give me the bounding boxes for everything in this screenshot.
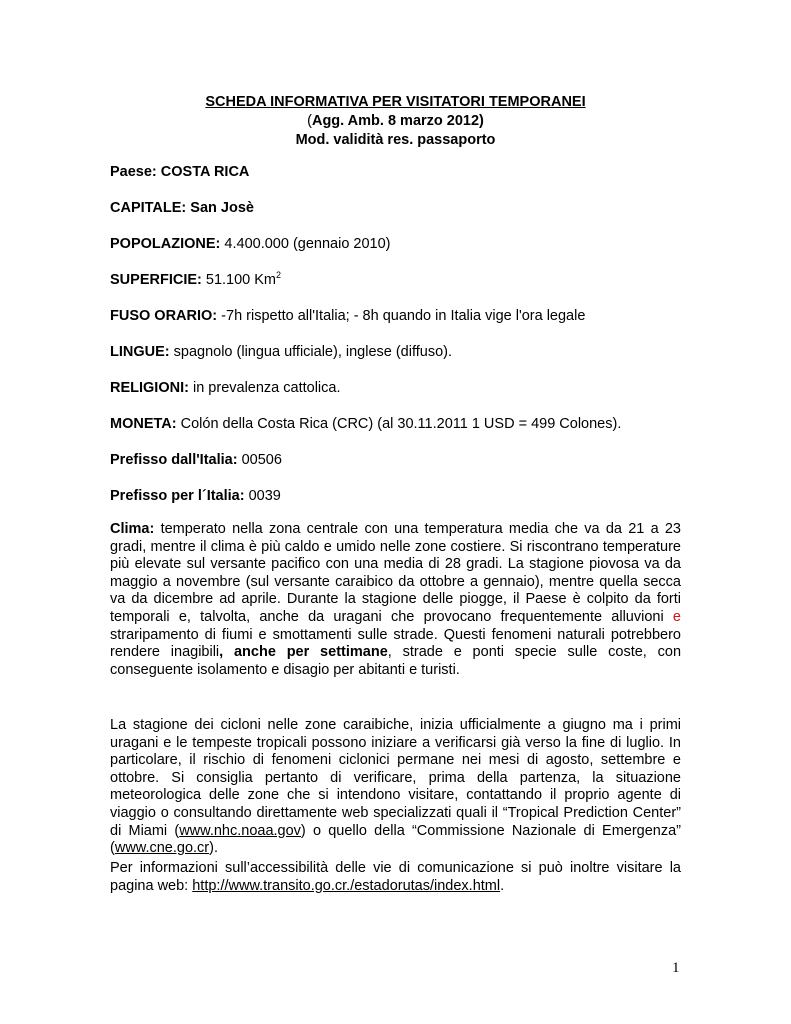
field-superficie-label: SUPERFICIE: [110, 272, 202, 288]
document-title: SCHEDA INFORMATIVA PER VISITATORI TEMPORANEI [205, 94, 586, 110]
clima-paragraph [110, 521, 681, 679]
field-moneta-label: MONETA: [110, 416, 177, 432]
modification-line: Mod. validità res. passaporto [295, 132, 496, 148]
clima-text-1: temperato nella zona centrale con una temperatura media che va da 21 a 23 gradi, mentre il clima è più caldo e umido nelle zone costiere. Si riscontrano temperature più elevate sul versante pacifico con una media di 28 gradi. La stagione piovosa va da maggio a novembre (sul versante caraibico da ottobre a gennaio), mentre quella secca va da dicembre ad aprile. Durante la stagione delle piogge, il Paese è colpito da forti temporali e, talvolta, anche da uragani che provocano frequentemente alluvioni [110, 521, 681, 625]
field-lingue-label: LINGUE: [110, 344, 170, 360]
field-paese [110, 163, 685, 181]
cicloni-text-2: ) o quello della “Commissione Nazionale di Emergenza” ( [110, 822, 681, 857]
update-line [110, 112, 681, 131]
field-capitale [110, 199, 685, 217]
clima-text-2: straripamento di fiumi e smottamenti sulle strade. Questi fenomeni naturali potrebbero rendere inagibili [110, 626, 681, 661]
field-religioni [110, 379, 685, 397]
cicloni-text-1: La stagione dei cicloni nelle zone caraibiche, inizia ufficialmente a giugno ma i primi uragani e le tempeste tropicali possono iniziare a verificarsi già verso la fine di luglio. In particolare, il rischio di fenomeni ciclonici permane nei mesi di agosto, settembre e ottobre. Si consiglia pertanto di verificare, prima della partenza, la situazione meteorologica delle zone che si intendono visitare, contattando il proprio agente di viaggio o consultando direttamente web specializzati quali il “Tropical Prediction Center” di Miami ( [110, 717, 681, 839]
info-text-2: . [500, 877, 505, 894]
cne-link[interactable]: www.cne.go.cr [114, 840, 210, 857]
transito-link[interactable]: http://www.transito.go.cr./estadorutas/index.html [192, 877, 501, 894]
clima-label: Clima: [110, 521, 155, 537]
info-text-1: Per informazioni sull’accessibilità delle vie di comunicazione si può inoltre visitare la pagina web: [110, 860, 681, 894]
field-capitale-label: CAPITALE: San Josè [110, 200, 254, 216]
field-moneta [110, 415, 685, 433]
field-prefisso-per-italia [110, 487, 685, 505]
field-prefisso-dall-label: Prefisso dall'Italia: [110, 452, 238, 468]
field-popolazione [110, 235, 685, 253]
field-prefisso-dall-value: 00506 [241, 452, 282, 468]
field-fuso-value: -7h rispetto all'Italia; - 8h quando in Italia vige l'ora legale [221, 308, 586, 324]
clima-red-e: e [672, 608, 681, 625]
field-prefisso-per-value: 0039 [248, 488, 281, 504]
field-superficie [110, 271, 685, 289]
cicloni-text-3: ). [209, 840, 218, 857]
page-number: 1 [672, 960, 680, 976]
field-fuso-label: FUSO ORARIO: [110, 308, 218, 324]
field-prefisso-dall-italia [110, 451, 685, 469]
field-lingue [110, 343, 685, 361]
nhc-link[interactable]: www.nhc.noaa.gov [179, 822, 301, 839]
update-date: Agg. Amb. 8 marzo 2012) [311, 113, 484, 129]
field-popolazione-label: POPOLAZIONE: [110, 236, 221, 252]
field-lingue-value: spagnolo (lingua ufficiale), inglese (diffuso). [173, 344, 452, 360]
field-fuso-orario [110, 307, 685, 325]
field-moneta-value: Colón della Costa Rica (CRC) (al 30.11.2011 1 USD = 499 Colones). [180, 416, 622, 432]
field-popolazione-value: 4.400.000 (gennaio 2010) [224, 236, 391, 252]
field-superficie-value: 51.100 Km [205, 272, 277, 288]
cicloni-paragraph [110, 717, 681, 858]
update-paren: ( [307, 113, 312, 129]
field-religioni-label: RELIGIONI: [110, 380, 189, 396]
field-religioni-value: in prevalenza cattolica. [192, 380, 341, 396]
document-header [110, 93, 681, 150]
info-paragraph [110, 860, 681, 895]
field-prefisso-per-label: Prefisso per l´Italia: [110, 488, 245, 504]
clima-bold-text: , anche per settimane [219, 644, 388, 661]
clima-text-3: , strade e ponti specie sulle coste, con conseguente isolamento e disagio per abitanti e turisti. [110, 644, 682, 678]
field-superficie-exponent: 2 [276, 270, 282, 280]
field-paese-label: Paese: COSTA RICA [110, 164, 250, 180]
